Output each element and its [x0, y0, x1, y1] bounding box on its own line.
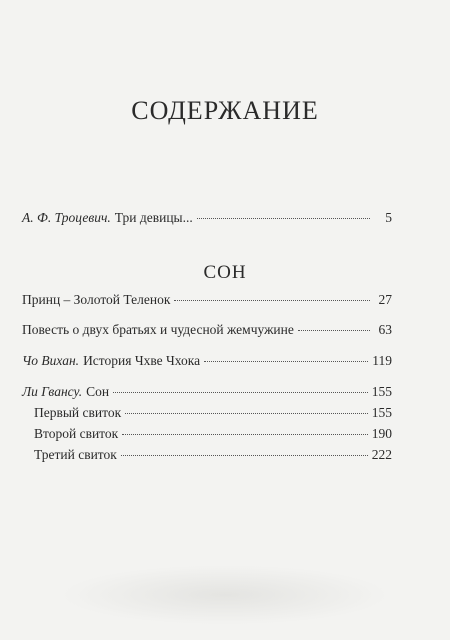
- toc-page-number: 5: [385, 210, 392, 225]
- toc-leader: [174, 300, 370, 301]
- toc-text: История Чхве Чхока: [83, 353, 201, 368]
- toc-author: А. Ф. Троцевич.: [22, 210, 111, 225]
- toc-page-number: 119: [372, 353, 392, 368]
- toc-leader: [298, 330, 370, 331]
- toc-leader: [197, 218, 370, 219]
- toc-text: Три девицы...: [114, 210, 193, 225]
- toc-page-number: 155: [371, 405, 392, 420]
- toc-entry: [22, 353, 392, 369]
- toc-page-number: 27: [378, 292, 392, 307]
- page-title: СОДЕРЖАНИЕ: [131, 96, 319, 125]
- toc-author: Ли Гвансу.: [22, 384, 83, 399]
- toc-leader: [125, 413, 368, 414]
- toc-author: Чо Вихан.: [22, 353, 80, 368]
- toc-text: Сон: [86, 384, 110, 399]
- toc-entry-intro: [22, 210, 392, 226]
- show-through-smudge: [60, 565, 390, 625]
- toc-leader: [113, 392, 368, 393]
- toc-text: Второй свиток: [34, 426, 119, 441]
- toc-entry: [22, 292, 392, 308]
- toc-text: Повесть о двух братьях и чудесной жемчужине: [22, 322, 294, 337]
- toc-text: Принц – Золотой Теленок: [22, 292, 171, 307]
- toc-page-number: 222: [371, 447, 392, 462]
- toc-entry: [22, 384, 392, 400]
- toc-text: Первый свиток: [34, 405, 122, 420]
- toc-subentry: [34, 447, 392, 463]
- toc-subentry: [34, 426, 392, 442]
- toc-leader: [122, 434, 368, 435]
- toc-subentry: [34, 405, 392, 421]
- toc-leader: [204, 361, 368, 362]
- toc-leader: [121, 455, 368, 456]
- section-title: СОН: [203, 262, 247, 283]
- toc-text: Третий свиток: [34, 447, 117, 462]
- toc-page-number: 155: [371, 384, 392, 399]
- toc-entry: [22, 322, 392, 338]
- toc-page-number: 63: [378, 322, 392, 337]
- toc-page-number: 190: [371, 426, 392, 441]
